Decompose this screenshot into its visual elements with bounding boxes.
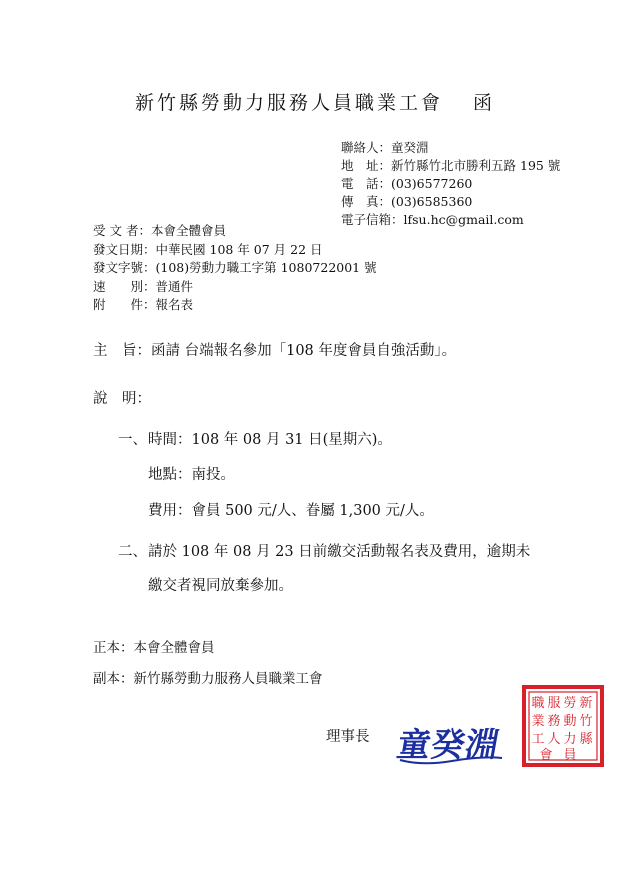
subject-row	[93, 339, 456, 360]
meta-number-row	[93, 259, 377, 278]
original-recipient-row	[93, 636, 215, 656]
meta-number-label: 發文字號：	[93, 260, 156, 275]
item-1-fee: 費用：會員 500 元/人、眷屬 1,300 元/人。	[148, 503, 434, 519]
copy-label: 副本：	[93, 671, 134, 687]
svg-text:職: 職	[531, 696, 545, 711]
subject-label: 主 旨：	[93, 343, 151, 359]
svg-text:童癸淵: 童癸淵	[394, 725, 504, 764]
meta-date-label: 發文日期：	[93, 241, 156, 257]
chairman-signature	[392, 720, 512, 772]
meta-block	[93, 222, 377, 315]
contact-email: lfsu.hc@gmail.com	[403, 212, 524, 227]
item-1-place: 地點：南投。	[148, 467, 235, 483]
meta-speed-label: 速 別：	[93, 278, 156, 294]
contact-email-label: 電子信箱：	[341, 212, 404, 227]
contact-fax-label: 傳 真：	[341, 194, 392, 209]
svg-text:動: 動	[563, 714, 577, 729]
org-name: 新竹縣勞動力服務人員職業工會	[134, 92, 443, 114]
svg-text:會: 會	[539, 748, 553, 763]
subject-text: 函請 台端報名參加「108 年度會員自強活動」。	[151, 343, 457, 359]
contact-address-label: 地 址：	[341, 158, 392, 173]
contact-phone: (03)6577260	[391, 176, 473, 191]
chairman-title: 理事長	[326, 729, 370, 745]
contact-fax: (03)6585360	[391, 194, 473, 209]
copy-recipient-row	[93, 667, 323, 687]
svg-text:力: 力	[563, 732, 577, 747]
original-value: 本會全體會員	[133, 640, 215, 656]
document-title	[0, 88, 630, 115]
svg-text:服: 服	[547, 696, 561, 711]
item-2-line2: 繳交者視同放棄參加。	[148, 578, 293, 594]
meta-attach-label: 附 件：	[93, 297, 156, 312]
explanation-label: 說 明：	[93, 391, 151, 407]
meta-recipient-label: 受 文 者：	[93, 223, 151, 238]
item-2-number: 二、	[118, 544, 147, 560]
contact-phone-label: 電 話：	[341, 176, 392, 191]
meta-recipient-row	[93, 222, 377, 241]
svg-text:業: 業	[531, 714, 545, 729]
meta-attach: 報名表	[155, 297, 194, 312]
contact-phone-row	[341, 175, 560, 193]
svg-text:縣: 縣	[579, 732, 593, 747]
meta-date: 中華民國 108 年 07 月 22 日	[155, 241, 323, 257]
union-seal-stamp	[522, 685, 604, 771]
svg-text:竹: 竹	[579, 714, 593, 729]
svg-text:人: 人	[547, 732, 561, 747]
meta-speed-row	[93, 278, 377, 297]
contact-fax-row	[341, 193, 560, 211]
svg-text:員: 員	[563, 748, 577, 763]
item-1-number: 一、	[118, 432, 147, 448]
svg-text:務: 務	[547, 714, 561, 729]
contact-person-row	[341, 139, 560, 157]
meta-speed: 普通件	[155, 278, 194, 294]
contact-address: 新竹縣竹北市勝利五路 195 號	[391, 158, 561, 173]
svg-text:工: 工	[531, 732, 545, 747]
svg-text:新: 新	[579, 696, 593, 711]
contact-block	[341, 139, 560, 229]
item-1-time: 時間：108 年 08 月 31 日(星期六)。	[148, 432, 392, 448]
item-2-line1: 請於 108 年 08 月 23 日前繳交活動報名表及費用，逾期未	[148, 544, 531, 560]
svg-text:勞: 勞	[563, 696, 577, 711]
doc-type: 函	[473, 92, 496, 114]
meta-recipient: 本會全體會員	[150, 223, 226, 238]
meta-number: (108)勞動力職工字第 1080722001 號	[155, 260, 377, 275]
meta-attach-row	[93, 296, 377, 315]
contact-person-label: 聯絡人：	[341, 140, 392, 155]
original-label: 正本：	[93, 640, 134, 656]
meta-date-row	[93, 241, 377, 260]
copy-value: 新竹縣勞動力服務人員職業工會	[133, 671, 323, 687]
contact-person: 童癸淵	[391, 140, 429, 155]
contact-address-row	[341, 157, 560, 175]
